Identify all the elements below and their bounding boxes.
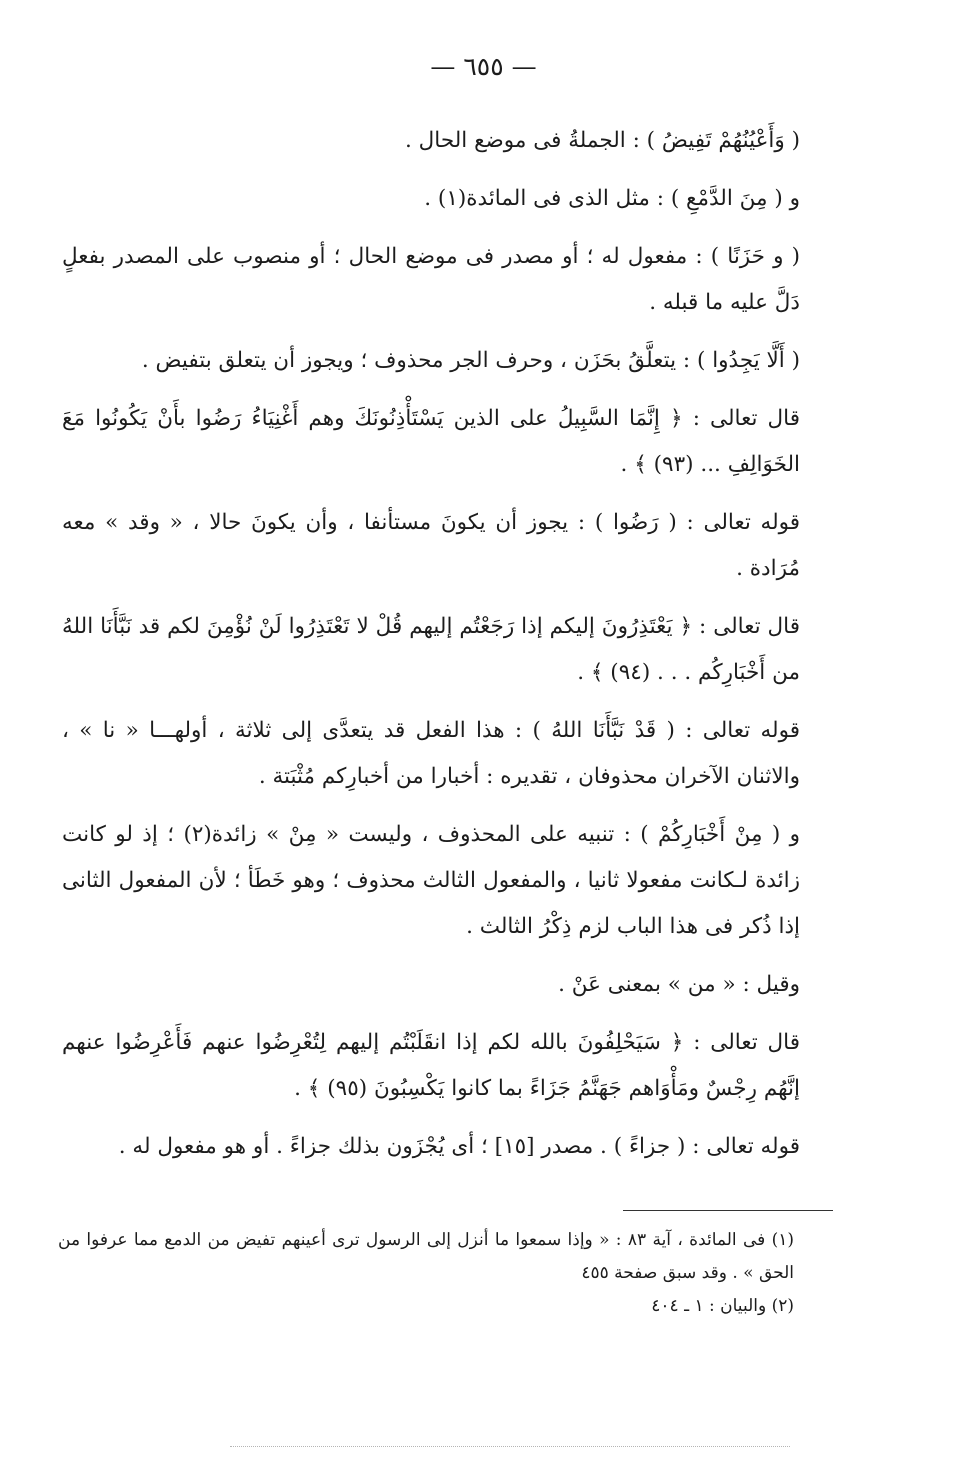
- paragraph-7: قال تعالى : ﴿ يَعْتَذِرُونَ إليكم إذا رَجَعْتُم إليهم قُلْ لا تَعْتَذِرُوا لَنْ نُؤْمِنَ لكم قد نَبَّأَنَا اللهُ من أَخْبَارِكُم . . . (٩٤) ﴾ .: [62, 614, 800, 685]
- page-number: — ٦٥٥ —: [430, 52, 537, 81]
- paragraph-1: ( وَأَعْيُنُهُمْ تَفِيضُ ) : الجملةُ فى موضع الحال .: [405, 128, 800, 153]
- paragraph-10: وقيل : « من » بمعنى عَنْ .: [558, 972, 800, 997]
- paragraph-4: ( أَلَّا يَجِدُوا ) : يتعلَّقُ بحَزَن ، وحرف الجر محذوف ؛ ويجوز أن يتعلق بتفيض .: [141, 348, 800, 373]
- paragraph-9: و ( مِنْ أَخْبَارِكُمْ ) : تنبيه على المحذوف ، وليست « مِنْ » زائدة(٢) ؛ إذ لو كانت زائدة لـكانت مفعولا ثانيا ، والمفعول الثالث محذوف ؛ وهو خَطَأ ؛ لأن المفعول الثانى إذا ذُكر فى هذا الباب لزم ذِكْرُ الثالث .: [62, 822, 800, 939]
- main-text: [62, 118, 834, 1182]
- paragraph-6: قوله تعالى : ( رَضُوا ) : يجوز أن يكونَ مستأنفا ، وأن يكونَ حالا ، « وقد » معه مُرَادة .: [62, 510, 800, 581]
- paragraph-3: ( و حَزَنًا ) : مفعول له ؛ أو مصدر فى موضع الحال ؛ أو منصوب على المصدر بفعلٍ دَلَّ عليه ما قبله .: [62, 244, 800, 315]
- footnote-2: (٢) والبيان : ١ ـ ٤٠٤: [651, 1296, 794, 1316]
- footnote-divider: [623, 1210, 833, 1211]
- paragraph-11: قال تعالى : ﴿ سَيَحْلِفُونَ بالله لكم إذا انقَلَبْتُم إليهم لِتُعْرِضُوا عنهم فَأَعْرِضُوا عنهم إنَّهُم رِجْسٌ ومَأْوَاهم جَهَنَّمُ جَزَاءً بما كانوا يَكْسِبُونَ (٩٥) ﴾ .: [62, 1030, 800, 1101]
- paragraph-8: قوله تعالى : ( قَدْ نَبَّأَنَا اللهُ ) : هذا الفعل قد يتعدَّى إلى ثلاثة ، أولهـــا « نا » ، والاثنان الآخران محذوفان ، تقديره : أخبارا من أخبارِكم مُثْبَتة .: [62, 718, 800, 789]
- footnotes: [58, 1224, 834, 1323]
- paragraph-2: و ( مِنَ الدَّمْعِ ) : مثل الذى فى المائدة(١) .: [424, 186, 800, 211]
- footnote-1: (١) فى المائدة ، آية ٨٣ : « وإذا سمعوا ما أنزل إلى الرسول ترى أعينهم تفيض من الدمع مما عرفوا من الحق » . وقد سبق صفحة ٤٥٥: [58, 1230, 795, 1283]
- paragraph-5: قال تعالى : ﴿ إِنَّمَا السَّبِيلُ على الذين يَسْتَأْذِنُونَكَ وهم أَغْنِيَاءُ رَضُوا بأَنْ يَكُونُوا مَعَ الخَوَالِفِ ... (٩٣) ﴾ .: [62, 406, 800, 477]
- paragraph-12: قوله تعالى : ( جزاءً ) . مصدر [١٥] ؛ أى يُجْزَون بذلك جزاءً . أو هو مفعول له .: [118, 1134, 800, 1159]
- scan-edge-mark: [230, 1446, 790, 1447]
